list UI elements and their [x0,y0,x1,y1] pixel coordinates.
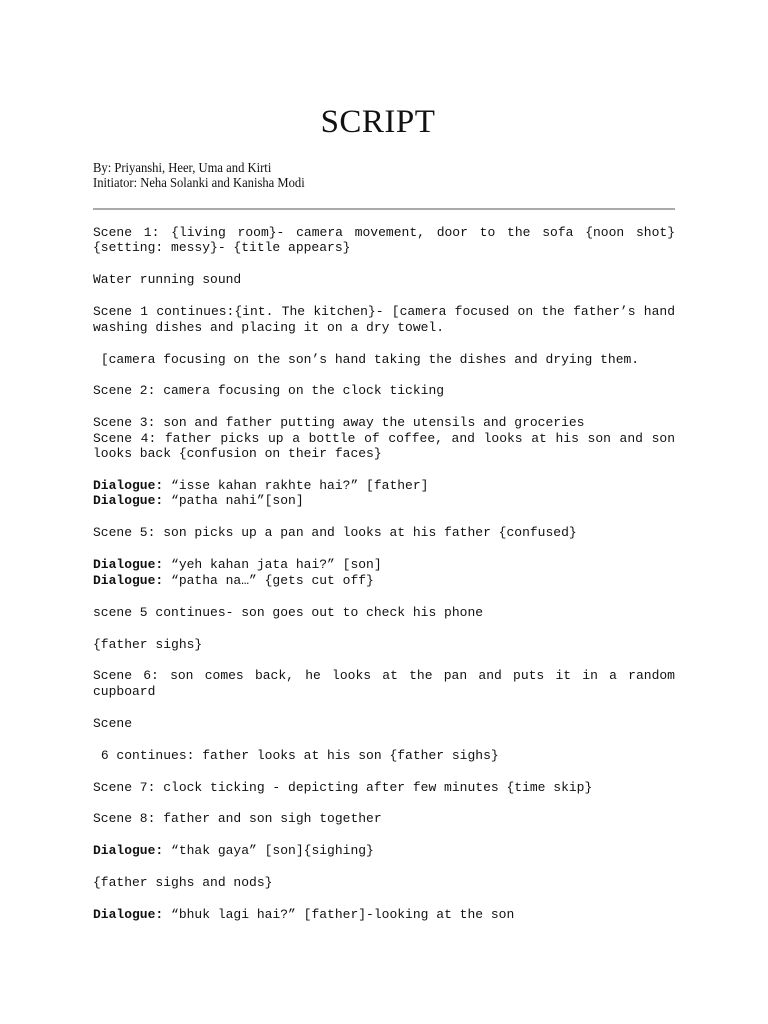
scene-1: Scene 1: {living room}- camera movement, door to the sofa {noon shot} {setting: messy}- {title appears} [93,225,675,256]
scene-label: Scene [93,715,133,731]
camera-direction: [camera focusing on the son’s hand taking the dishes and drying them. [93,351,640,367]
dialogue-line [93,907,675,922]
action-note: {father sighs and nods} [93,875,273,891]
action-note: {father sighs} [93,636,203,652]
scene-5-continued: scene 5 continues- son goes out to check his phone [93,604,484,620]
dialogue-line [93,478,675,493]
scene-6: Scene 6: son comes back, he looks at the pan and puts it in a random cupboard [93,668,675,699]
dialogue-text: “thak gaya” [son]{sighing} [163,843,374,859]
script-body [93,225,675,923]
dialogue-text: “isse kahan rakhte hai?” [father] [163,478,429,494]
dialogue-label: Dialogue: [93,478,164,494]
scene-7: Scene 7: clock ticking - depicting after few minutes {time skip} [93,779,593,795]
horizontal-divider [93,208,675,210]
dialogue-text: “patha nahi”[son] [163,493,304,509]
sound-cue: Water running sound [93,272,242,288]
dialogue-label: Dialogue: [93,572,164,588]
dialogue-text: “patha na…” {gets cut off} [163,572,374,588]
scene-6-continued: 6 continues: father looks at his son {father sighs} [93,747,499,763]
dialogue-text: “bhuk lagi hai?” [father]-looking at the son [163,907,515,923]
page-title: SCRIPT [320,104,436,140]
scene-8: Scene 8: father and son sigh together [93,811,382,827]
dialogue-line [93,573,675,588]
dialogue-label: Dialogue: [93,493,164,509]
dialogue-line [93,843,675,858]
scene-2: Scene 2: camera focusing on the clock ticking [93,383,445,399]
dialogue-label: Dialogue: [93,907,164,923]
dialogue-label: Dialogue: [93,557,164,573]
dialogue-line [93,557,675,572]
authors-line: By: Priyanshi, Heer, Uma and Kirti [93,161,272,176]
dialogue-line [93,493,675,508]
initiator-line: Initiator: Neha Solanki and Kanisha Modi [93,176,305,191]
scene-5: Scene 5: son picks up a pan and looks at his father {confused} [93,525,577,541]
scene-3: Scene 3: son and father putting away the utensils and groceries [93,415,585,431]
scene-1-continued: Scene 1 continues:{int. The kitchen}- [camera focused on the father’s hand washing dishes and placing it on a dry towel. [93,304,675,335]
credits-block [93,161,305,191]
scene-4: Scene 4: father picks up a bottle of coffee, and looks at his son and son looks back {confusion on their faces} [93,430,675,462]
dialogue-text: “yeh kahan jata hai?” [son] [163,557,382,573]
dialogue-label: Dialogue: [93,843,164,859]
